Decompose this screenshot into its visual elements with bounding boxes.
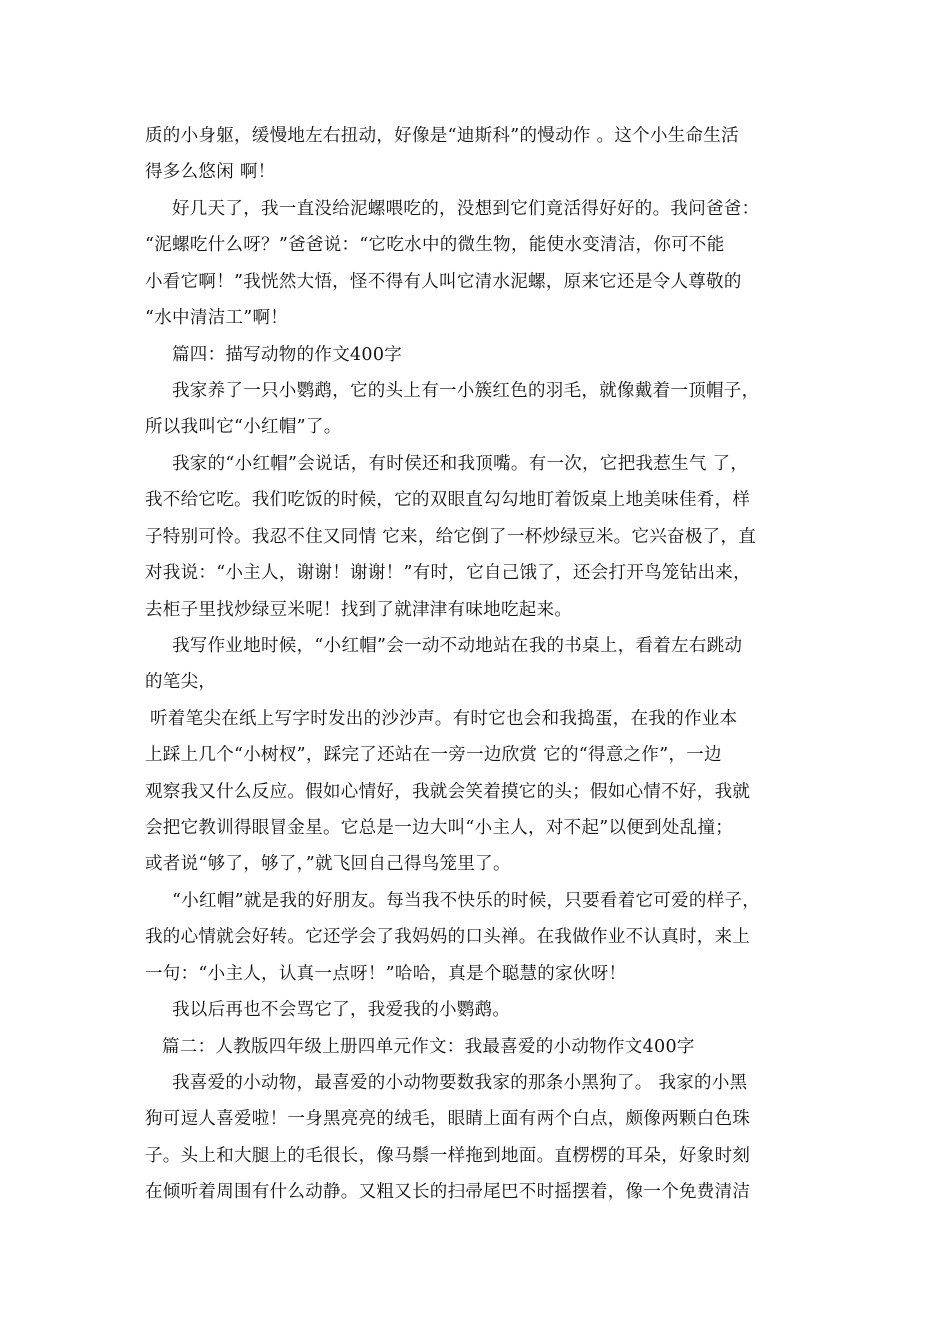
text-line: 我以后再也不会骂它了，我爱我的小鹦鹉。 (172, 1000, 511, 1020)
text-line: 会把它教训得眼冒金星。它总是一边大叫“小主人，对不起”以便到处乱撞； (145, 818, 734, 838)
section-heading: 篇四：描写动物的作文400字 (172, 345, 403, 365)
text-line: 子特别可怜。我忍不住又同情 它来，给它倒了一杯炒绿豆米。它兴奋极了，直 (145, 527, 757, 547)
text-line: 我不给它吃。我们吃饭的时候，它的双眼直勾勾地盯着饭桌上地美味佳肴，样 (145, 490, 751, 510)
text-line: 质的小身躯，缓慢地左右扭动，好像是“迪斯科”的慢动作 。这个小生命生活 (145, 126, 739, 146)
section-heading: 篇二：人教版四年级上册四单元作文：我最喜爱的小动物作文400字 (162, 1037, 695, 1057)
text-line: “水中清洁工”啊！ (145, 308, 289, 328)
text-line: 我的心情就会好转。它还学会了我妈妈的口头禅。在我做作业不认真时，来上 (145, 927, 751, 947)
text-line: 我写作业地时候，“小红帽”会一动不动地站在我的书桌上，看着左右跳动 (172, 636, 743, 656)
text-line: 或者说“够了，够了，”就飞回自己得鸟笼里了。 (145, 854, 511, 874)
text-line: 所以我叫它“小红帽”了。 (145, 417, 342, 437)
text-line: 我喜爱的小动物，最喜爱的小动物要数我家的那条小黑狗了。 我家的小黑 (172, 1073, 748, 1093)
text-line: 子。头上和大腿上的毛很长，像马鬃一样拖到地面。直楞楞的耳朵，好象时刻 (145, 1146, 751, 1166)
text-line: 在倾听着周围有什么动静。又粗又长的扫帚尾巴不时摇摆着，像一个免费清洁 (145, 1182, 751, 1202)
text-line: 上踩上几个“小树杈”，踩完了还站在一旁一边欣赏 它的“得意之作”，一边 (145, 745, 722, 765)
text-line: 观察我又什么反应。假如心情好，我就会笑着摸它的头；假如心情不好，我就 (145, 782, 751, 802)
text-line: 去柜子里找炒绿豆米呢！找到了就津津有味地吃起来。 (145, 600, 573, 620)
text-line: 好几天了，我一直没给泥螺喂吃的，没想到它们竟活得好好的。我问爸爸： (172, 199, 760, 219)
text-line: 对我说：“小主人，谢谢！谢谢！”有时，它自己饿了，还会打开鸟笼钻出来， (145, 563, 751, 583)
text-line: 的笔尖， (145, 672, 217, 692)
text-line: 小看它啊！”我恍然大悟，怪不得有人叫它清水泥螺，原来它还是令人尊敬的 (145, 272, 742, 292)
text-line: “小红帽”就是我的好朋友。每当我不快乐的时候，只要看着它可爱的样子， (172, 891, 761, 911)
text-line: 狗可逗人喜爱啦！一身黑亮亮的绒毛，眼睛上面有两个白点，颇像两颗白色珠 (145, 1109, 751, 1129)
text-line: 我家的“小红帽”会说话，有时侯还和我顶嘴。有一次，它把我惹生气 了， (172, 454, 749, 474)
text-line: 得多么悠闲 啊！ (145, 162, 276, 182)
text-line: 我家养了一只小鹦鹉，它的头上有一小簇红色的羽毛，就像戴着一顶帽子， (172, 381, 760, 401)
text-line: 一句：“小主人，认真一点呀！”哈哈，真是个聪慧的家伙呀！ (145, 964, 627, 984)
text-line: 听着笔尖在纸上写字时发出的沙沙声。有时它也会和我捣蛋，在我的作业本 (150, 709, 738, 729)
text-line: “泥螺吃什么呀？”爸爸说：“它吃水中的微生物，能使水变清洁，你可不能 (145, 235, 725, 255)
